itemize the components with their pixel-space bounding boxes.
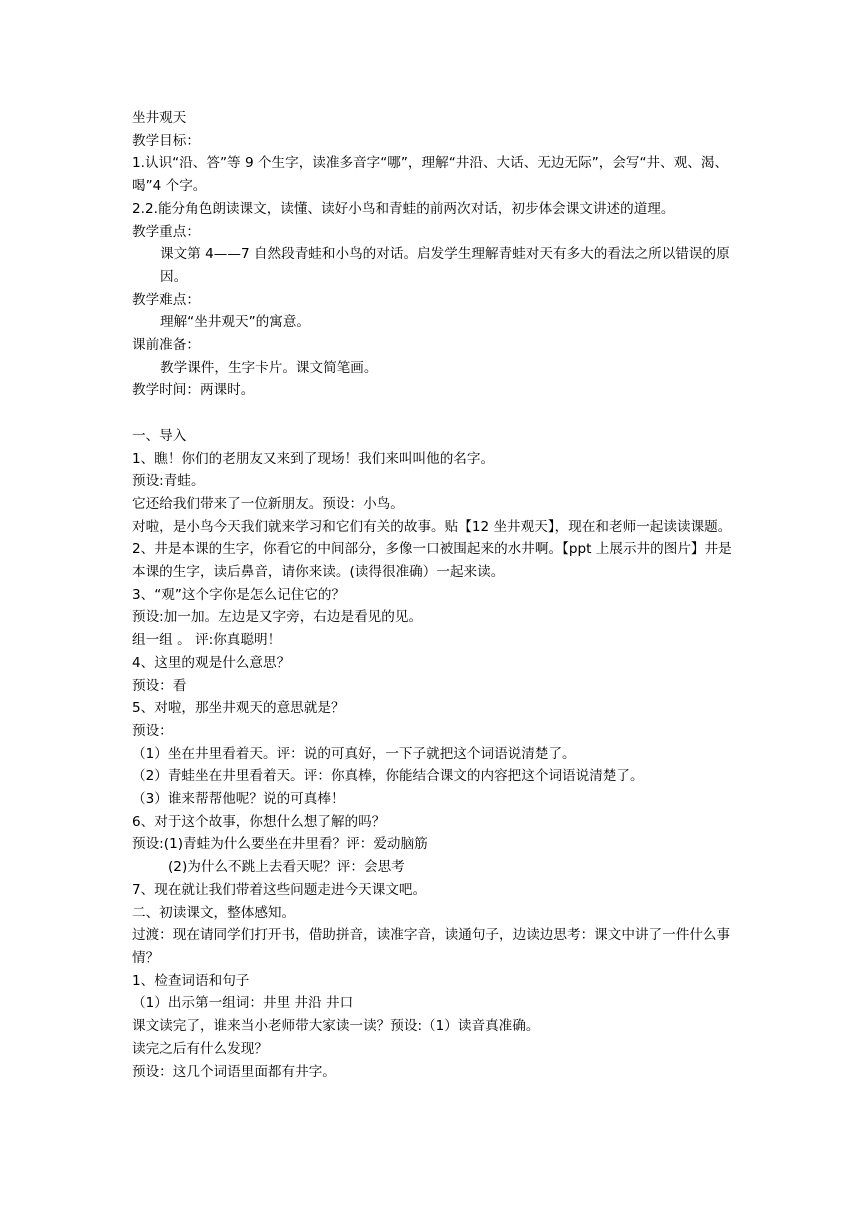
lesson-line: 预设：这几个词语里面都有井字。: [132, 1063, 336, 1080]
lesson-line: 预设：: [132, 722, 173, 739]
lesson-line: 1、瞧！你们的老朋友又来到了现场！我们来叫叫他的名字。: [132, 450, 495, 467]
lesson-line: 5、对啦，那坐井观天的意思就是？: [132, 700, 345, 717]
lesson-line: 预设:加一加。左边是又字旁，右边是看见的见。: [132, 609, 423, 626]
lesson-line: 预设:(1)青蛙为什么要坐在井里看？评：爱动脑筋: [132, 836, 428, 853]
lesson-line: 读完之后有什么发现？: [132, 1040, 268, 1057]
lesson-line: 课文读完了，谁来当小老师带大家读一读？预设:（1）读音真准确。: [132, 1018, 540, 1035]
section-heading-reading: 二、初读课文，整体感知。: [132, 904, 296, 921]
section-heading-intro: 一、导入: [132, 427, 187, 444]
key-text: 课文第 4——7 自然段青蛙和小鸟的对话。启发学生理解青蛙对天有多大的看法之所以错误的原因。: [160, 246, 730, 285]
difficulty-text: 理解“坐井观天”的寓意。: [160, 314, 311, 331]
lesson-line: 对啦，是小鸟今天我们就来学习和它们有关的故事。贴【12 坐井观天】，现在和老师一起读读课题。: [132, 518, 732, 535]
lesson-line: （2）青蛙坐在井里看着天。评：你真棒，你能结合课文的内容把这个词语说清楚了。: [132, 768, 644, 785]
lesson-line: （1）坐在井里看着天。评：说的可真好，一下子就把这个词语说清楚了。: [132, 745, 576, 762]
document-title: 坐井观天: [132, 110, 187, 126]
lesson-line: （3）谁来帮帮他呢？说的可真棒！: [132, 791, 345, 808]
lesson-line: 1、检查词语和句子: [132, 972, 250, 989]
goal-2: 2.2.能分角色朗读课文，读懂、读好小鸟和青蛙的前两次对话，初步体会课文讲述的道理。: [132, 200, 675, 217]
key-heading: 教学重点：: [132, 223, 200, 240]
blank-line: [132, 402, 732, 425]
prep-heading: 课前准备：: [132, 337, 200, 354]
document-body: [132, 107, 732, 1083]
lesson-line: （1）出示第一组词：井里 井沿 井口: [132, 995, 354, 1012]
lesson-line: 7、现在就让我们带着这些问题走进今天课文吧。: [132, 881, 427, 898]
prep-text: 教学课件，生字卡片。课文简笔画。: [160, 359, 378, 376]
lesson-line: (2)为什么不跳上去看天呢？评：会思考: [168, 859, 405, 876]
goals-heading: 教学目标：: [132, 132, 200, 149]
lesson-line: 过渡：现在请同学们打开书，借助拼音，读准字音，读通句子，边读边思考：课文中讲了一件什么事情？: [132, 927, 731, 966]
goal-1: 1.认识“沿、答”等 9 个生字，读准多音字“哪”，理解“井沿、大话、无边无际”，会写“井、观、渴、喝”4 个字。: [132, 155, 729, 195]
lesson-line: 组一组 。 评:你真聪明！: [132, 632, 282, 649]
difficulty-heading: 教学难点：: [132, 291, 200, 308]
lesson-line: 预设：看: [132, 677, 187, 694]
lesson-line: 6、对于这个故事，你想什么想了解的吗？: [132, 813, 386, 830]
lesson-line: 它还给我们带来了一位新朋友。预设：小鸟。: [132, 495, 404, 512]
lesson-line: 预设:青蛙。: [132, 473, 205, 490]
lesson-line: 2、井是本课的生字，你看它的中间部分，多像一口被围起来的水井啊。【ppt 上展示井的图片】井是本课的生字，读后鼻音，请你来读。(读得很准确）一起来读。: [132, 541, 732, 581]
lesson-line: 3、“观”这个字你是怎么记住它的？: [132, 586, 346, 603]
lesson-line: 4、这里的观是什么意思？: [132, 654, 291, 671]
teaching-time: 教学时间：两课时。: [132, 382, 255, 399]
